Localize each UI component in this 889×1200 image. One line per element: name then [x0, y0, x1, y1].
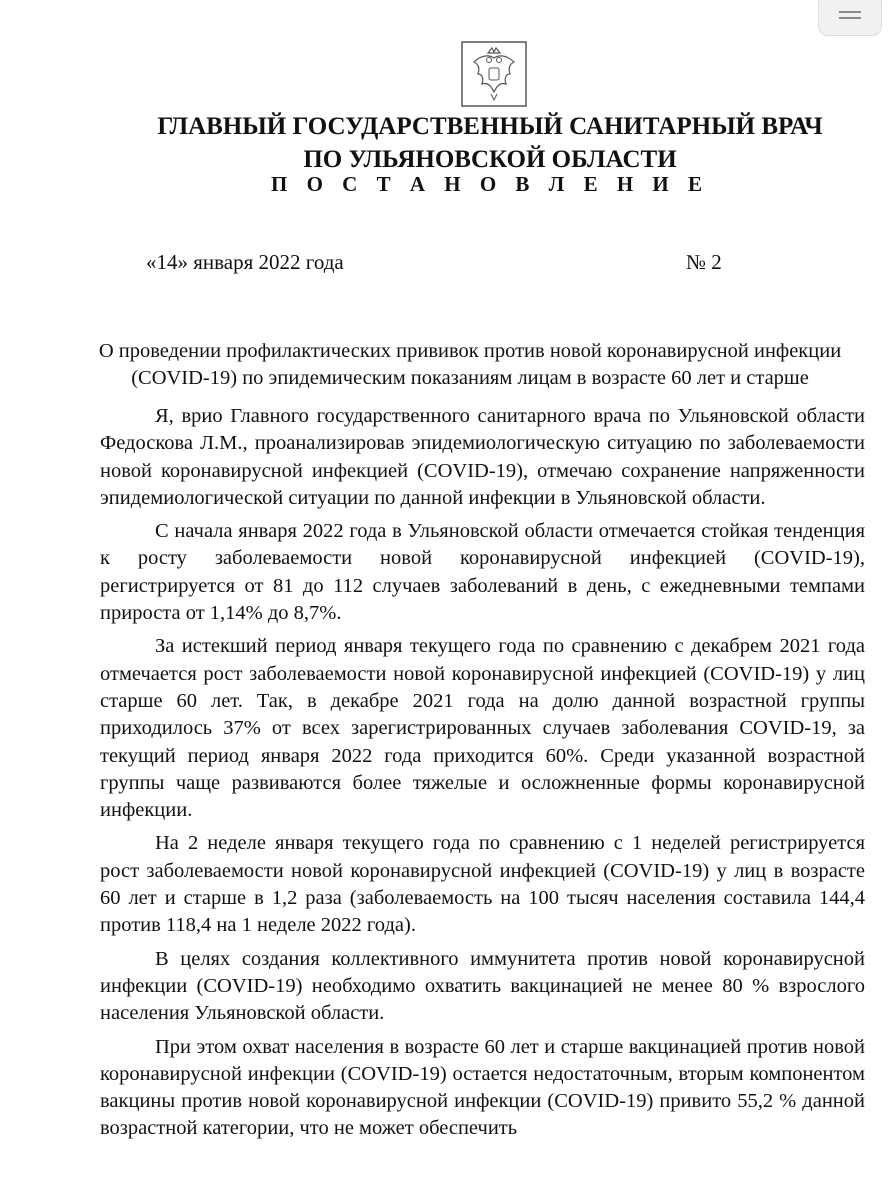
russian-coat-of-arms-icon — [458, 38, 530, 110]
menu-button[interactable] — [818, 0, 882, 36]
authority-line-2: ПО УЛЬЯНОВСКОЙ ОБЛАСТИ — [303, 146, 677, 173]
document-subject — [90, 338, 850, 392]
subject-line-1: О проведении профилактических прививок против новой коронавирусной инфекции — [98, 340, 842, 362]
body-paragraph: В целях создания коллективного иммунитета против новой коронавирусной инфекции (COVID-19) необходимо охватить вакцинацией не менее 80 % взрослого населения Ульяновской области. — [100, 947, 865, 1025]
body-paragraph: Я, врио Главного государственного санитарного врача по Ульяновской области Федоскова Л.М., проанализировав эпидемиологическую ситуацию по заболеваемости новой коронавирусной инфекцией (COVID-19), отмечаю сохранение напряженности эпидемиологической ситуации по данной инфекции в Ульяновской области. — [100, 405, 865, 509]
body-paragraph: С начала января 2022 года в Ульяновской области отмечается стойкая тенденция к росту заболеваемости новой коронавирусной инфекцией (COVID-19), регистрируется от 81 до 112 случаев заболеваний в день, с ежедневными темпами прироста от 1,14% до 8,7%. — [100, 520, 865, 625]
menu-icon-bar — [839, 11, 861, 13]
document-number: № 2 — [686, 250, 722, 274]
document-body — [100, 403, 865, 1143]
menu-icon-bar — [839, 17, 861, 19]
body-paragraph: При этом охват населения в возрасте 60 лет и старше вакцинацией против новой коронавирусной инфекции (COVID-19) остается недостаточным, вторым компонентом вакцины против новой коронавирусной инфекции (COVID-19) привито 55,2 % данной возрастной категории, что не может обеспечить — [100, 1035, 865, 1140]
authority-line-1: ГЛАВНЫЙ ГОСУДАРСТВЕННЫЙ САНИТАРНЫЙ ВРАЧ — [157, 113, 823, 140]
body-paragraph: На 2 неделе января текущего года по сравнению с 1 неделей регистрируется рост заболеваемости новой коронавирусной инфекцией (COVID-19) у лиц в возрасте 60 лет и старше в 1,2 раза (заболеваемость на 100 тысяч населения составила 144,4 против 118,4 на 1 неделе 2022 года). — [100, 832, 865, 937]
document-type: П О С Т А Н О В Л Е Н И Е — [270, 172, 709, 196]
subject-line-2: (COVID-19) по эпидемическим показаниям лицам в возрасте 60 лет и старше — [131, 367, 809, 389]
document-date: «14» января 2022 года — [146, 250, 344, 274]
body-paragraph: За истекший период января текущего года по сравнению с декабрем 2021 года отмечается рост заболеваемости новой коронавирусной инфекцией (COVID-19) у лиц старше 60 лет. Так, в декабре 2021 года на долю данной возрастной группы приходилось 37% от всех зарегистрированных случаев заболевания COVID-19, за текущий период января 2022 года приходится 60%. Среди указанной возрастной группы чаще развиваются более тяжелые и осложненные формы коронавирусной инфекции. — [100, 635, 865, 822]
